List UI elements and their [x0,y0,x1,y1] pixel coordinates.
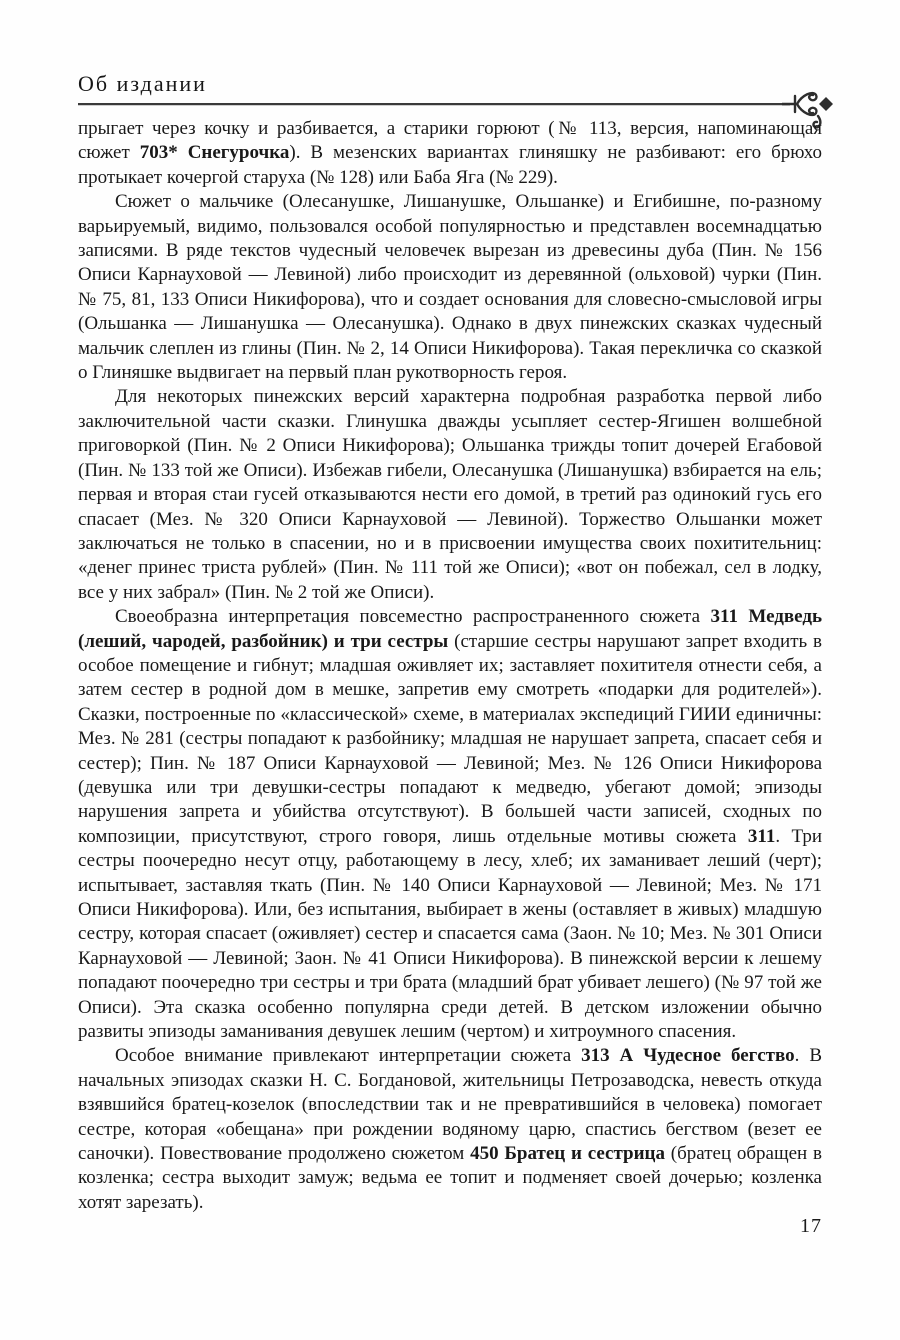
running-head-title: Об издании [78,71,207,96]
text-run: Своеобразна интерпретация повсеместно распространенного сюжета [115,606,711,628]
text-run-bold: 311 Медведь (леший, чародей, разбойник) и три сестры [78,606,822,652]
text-run: . Три сестры поочередно несут отцу, работающему в лесу, хлеб; их заманивает леший (черт); испытывает, заставляя ткать (Пин. № 140 Описи Карнауховой — Левиной; Мез. № 171 Описи Никифорова). Или, без испытания, выбирает в жены (оставляет в живых) младшую сестру, которая спасает (оживляет) сестер и спасается сама (Заон. № 10; Мез. № 301 Описи Карнауховой — Левиной; Заон. № 41 Описи Никифорова). В пинежской версии к лешему попадают поочередно три сестры и три брата (младший брат убивает лешего) (№ 97 той же Описи). Эта сказка особенно популярна среди детей. В детском изложении обычно развиты эпизоды заманивания девушек лешим (чертом) и хитроумного спасения. [78,825,822,1043]
article-body [78,117,822,1215]
text-run: ). В мезенских вариантах глиняшку не разбивают: его брюхо протыкает кочергой старуха (№ 128) или Баба Яга (№ 229). [78,142,822,188]
header-rule [78,103,832,106]
text-run: . В начальных эпизодах сказки Н. С. Богдановой, жительницы Петрозаводска, невесть откуда взявшийся братец-козелок (впоследствии так и не превратившийся в человека) помогает сестре, которая «обещана» при рождении водяному царю, спастись бегством (везет ее саночки). Повествование продолжено сюжетом [78,1045,822,1165]
text-run-bold: 313 А Чудесное бегство [581,1045,795,1067]
text-run-bold: 311 [747,825,776,847]
paragraph [78,1044,822,1215]
header-rule-line [78,103,790,105]
text-run: Для некоторых пинежских версий характерна подробная разработка первой либо заключительной части сказки. Глинушка дважды усыпляет сестер-Ягишен волшебной приговоркой (Пин. № 2 Описи Никифорова); Ольшанка трижды топит дочерей Егабовой (Пин. № 133 той же Описи). Избежав гибели, Олесанушка (Лишанушка) взбирается на ель; первая и вторая стаи гусей отказываются нести его домой, в третий раз одинокий гусь его спасает (Мез. № 320 Описи Карнауховой — Левиной). Торжество Ольшанки может заключаться не только в спасении, но и в присвоении имущества своих похитительниц: «денег принес триста рублей» (Пин. № 111 той же Описи); «вот он побежал, сел в лодку, все у них забрал» (Пин. № 2 той же Описи). [78,386,822,603]
text-run: (братец обращен в козленка; сестра выходит замуж; ведьма ее топит и подменяет своей дочерью; козленка хотят зарезать). [78,1143,822,1213]
text-run: Особое внимание привлекают интерпретации сюжета [115,1045,582,1067]
page-footer [78,1215,822,1238]
text-run-bold: 703* Снегурочка [139,142,290,164]
text-run-bold: 450 Братец и сестрица [470,1143,665,1165]
paragraph [78,605,822,1044]
text-run: Сюжет о мальчике (Олесанушке, Лишанушке, Ольшанке) и Егибишне, по-разному варьируемый, видимо, пользовался особой популярностью и представлен восемнадцатью записями. В ряде текстов чудесный человечек вырезан из древесины дуба (Пин. № 156 Описи Карнауховой — Левиной) либо происходит из деревянной (ольховой) чурки (Пин. № 75, 81, 133 Описи Никифорова), что и создает основания для словесно-смысловой игры (Ольшанка — Лишанушка — Олесанушка). Однако в двух пинежских сказках чудесный мальчик слеплен из глины (Пин. № 2, 14 Описи Никифорова). Такая перекличка со сказкой о Глиняшке выдвигает на первый план рукотворность героя. [78,191,822,384]
page-number: 17 [800,1215,822,1237]
paragraph [78,385,822,605]
paragraph [78,117,822,190]
page-header [78,72,832,106]
paragraph [78,190,822,385]
text-run: прыгает через кочку и разбивается, а старики горюют (№ 113, версия, напоминающая сюжет [78,118,822,164]
text-run: (старшие сестры нарушают запрет входить в особое помещение и гибнут; младшая оживляет их; заставляет похитителя отнести себя, а затем сестер в родной дом в мешке, запретив ему смотреть «подарки для родителей»). Сказки, построенные по «классической» схеме, в материалах экспедиций ГИИИ единичны: Мез. № 281 (сестры попадают к разбойнику; младшая не нарушает запрета, спасает себя и сестер); Пин. № 187 Описи Карнауховой — Левиной; Мез. № 126 Описи Никифорова (девушка или три девушки-сестры попадают к медведю, убегают домой; эпизоды нарушения запрета и убийства отсутствуют). В большей части записей, сходных по композиции, присутствуют, строго говоря, лишь отдельные мотивы сюжета [78,630,823,847]
